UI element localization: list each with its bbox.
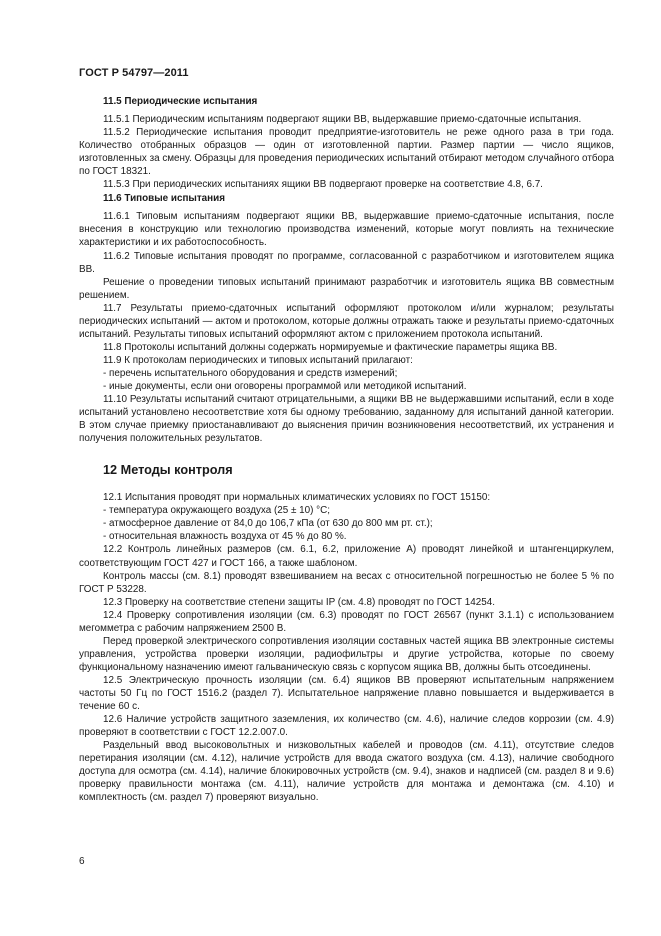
paragraph-11-10: 11.10 Результаты испытаний считают отрицательными, а ящики ВВ не выдержавшими испытаний, если в ходе испытаний установлено несоответствие хотя бы одному требованию, заданному для испытаний данной категории. В этом случае приемку приостанавливают до выяснения причин возникновения несоответствий, их устранения и получения положительных результатов. (79, 394, 614, 445)
list-item: - атмосферное давление от 84,0 до 106,7 кПа (от 630 до 800 мм рт. ст.); (103, 518, 433, 530)
page-number: 6 (79, 856, 85, 867)
paragraph-12-4: 12.4 Проверку сопротивления изоляции (см. 6.3) проводят по ГОСТ 26567 (пункт 3.1.1) с использованием мегомметра с рабочим напряжением 2500 В. (79, 609, 614, 634)
paragraph-11-6-2: 11.6.2 Типовые испытания проводят по программе, согласованной с разработчиком и изготовителем ящика ВВ. (79, 250, 614, 275)
paragraph-11-8: 11.8 Протоколы испытаний должны содержать нормируемые и фактические параметры ящика ВВ. (103, 341, 558, 353)
section-12-title: 12 Методы контроля (103, 463, 233, 478)
paragraph-11-5-1: 11.5.1 Периодическим испытаниям подвергают ящики ВВ, выдержавшие приемо-сдаточные испытания. (103, 114, 582, 126)
paragraph-11-7: 11.7 Результаты приемо-сдаточных испытаний оформляют протоколом и/или журналом; результаты периодических испытаний — актом и протоколом, которые должны отражать также и результаты приемо-сдаточных испытаний. Результаты типовых испытаний оформляют актом с приложением протокола испытаний. (79, 302, 614, 340)
paragraph-12-5: 12.5 Электрическую прочность изоляции (см. 6.4) ящиков ВВ проверяют испытательным напряжением частоты 50 Гц по ГОСТ 1516.2 (раздел 7). Испытательное напряжение плавно повышается и выдерживается в течение 60 с. (79, 674, 614, 713)
paragraph-12-2-mass: Контроль массы (см. 8.1) проводят взвешиванием на весах с относительной погрешностью не более 5 % по ГОСТ Р 53228. (79, 570, 614, 595)
paragraph-12-1: 12.1 Испытания проводят при нормальных климатических условиях по ГОСТ 15150: (103, 492, 491, 504)
paragraph-12-3: 12.3 Проверку на соответствие степени защиты IP (см. 4.8) проводят по ГОСТ 14254. (103, 596, 496, 608)
paragraph-12-4-insulation: Перед проверкой электрического сопротивления изоляции составных частей ящика ВВ электронные системы управления, устройства проверки изоляции, радиофильтры и другие устройства, которые по своему функциональному назначению имеют гальваническую связь с корпусом ящика ВВ, должны быть отсоединены. (79, 635, 614, 673)
paragraph-11-9: 11.9 К протоколам периодических и типовых испытаний прилагают: (103, 354, 413, 366)
paragraph-11-6-1: 11.6.1 Типовым испытаниям подвергают ящики ВВ, выдержавшие приемо-сдаточные испытания, после внесения в конструкцию или технологию производства изменений, которые могут повлиять на технические характеристики и их работоспособность. (79, 211, 614, 249)
heading-11-6: 11.6 Типовые испытания (103, 193, 225, 205)
paragraph-11-5-2: 11.5.2 Периодические испытания проводит предприятие-изготовитель не реже одного раза в три года. Количество отобранных образцов — один от изготовленной партии. Размер партии — число ящиков, изготовленных за смену. Образцы для проведения периодических испытаний отбирают методом случайного отбора по ГОСТ 18321. (79, 127, 614, 178)
list-item: - относительная влажность воздуха от 45 % до 80 %. (103, 531, 347, 543)
document-header: ГОСТ Р 54797—2011 (79, 67, 189, 79)
list-item: - температура окружающего воздуха (25 ± 10) °С; (103, 505, 330, 517)
list-item: - перечень испытательного оборудования и средств измерений; (103, 367, 398, 379)
paragraph-12-2: 12.2 Контроль линейных размеров (см. 6.1, 6.2, приложение А) проводят линейкой и штангенциркулем, соответствующим ГОСТ 427 и ГОСТ 166, а также шаблоном. (79, 544, 614, 569)
page-body (79, 95, 614, 804)
list-item: - иные документы, если они оговорены программой или методикой испытаний. (103, 380, 467, 392)
heading-11-5: 11.5 Периодические испытания (103, 96, 258, 107)
paragraph-12-6: 12.6 Наличие устройств защитного заземления, их количество (см. 4.6), наличие следов коррозии (см. 4.9) проверяют в соответствии с ГОСТ 12.2.007.0. (79, 714, 614, 739)
paragraph-11-5-3: 11.5.3 При периодических испытаниях ящики ВВ подвергают проверке на соответствие 4.8, 6.7. (103, 179, 543, 191)
paragraph-11-6-2-decision: Решение о проведении типовых испытаний принимают разработчик и изготовитель ящика ВВ совместным решением. (79, 276, 614, 301)
paragraph-12-6-visual: Раздельный ввод высоковольтных и низковольтных кабелей и проводов (см. 4.11), отсутствие следов перетирания изоляции (см. 4.12), наличие устройств для ввода сжатого воздуха (см. 4.13), наличие свободного доступа для осмотра (см. 4.14), наличие блокировочных устройств (см. 9.4), знаков и надписей (см. раздел 8 и 9.6) проверку правильности монтажа (см. 4.11), наличие устройств для монтажа и демонтажа (см. 4.10) и комплектность (см. раздел 7) проверяют визуально. (79, 740, 614, 804)
